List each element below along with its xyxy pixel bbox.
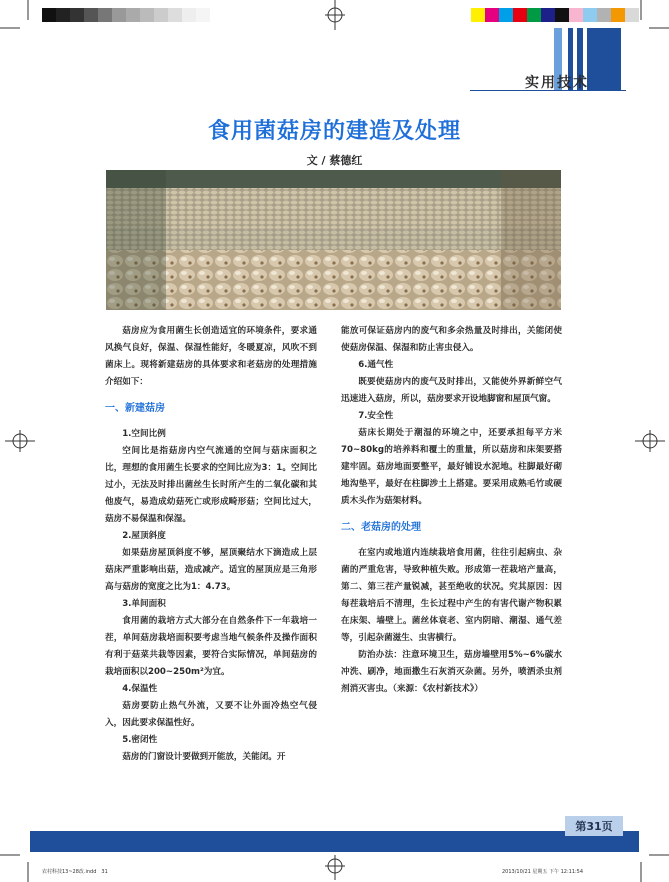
subheading: 4.保温性 xyxy=(122,684,158,694)
paragraph: 如果菇房屋顶斜度不够，屋顶聚结水下滴造成上层菇床严重影响出菇，造成减产。适宜的屋顶应是三角形高与菇房的宽度之比为1：4.73。 xyxy=(105,548,317,592)
paragraph: 菇房的门窗设计要做到开能放，关能闭。开 xyxy=(122,752,286,762)
paragraph: 防治办法：注意环境卫生，菇房墙壁用5%~6%碳水冲洗、刷净，地面撒生石灰消灭杂菌。另外，喷洒杀虫剂剂消灭害虫。（来源：《农村新技术》） xyxy=(341,650,562,694)
subheading: 3.单间面积 xyxy=(122,599,166,609)
bottom-band xyxy=(30,831,639,852)
article-title: 食用菌菇房的建造及处理 xyxy=(207,119,461,144)
paragraph: 既要使菇房内的废气及时排出，又能使外界新鲜空气迅速进入菇房，所以，菇房要求开设地脚窗和屋顶气窗。 xyxy=(341,377,562,404)
paragraph: 食用菌的栽培方式大部分在自然条件下一年栽培一茬，单间菇房栽培面积要考虑当地气候条件及操作面积有利于菇菜共栽等因素，要符合实际情况，单间菇房的栽培面积以200~250m²为宜。 xyxy=(105,616,317,677)
paragraph: 菇床长期处于潮湿的环境之中，还要承担每平方米70~80kg的培养料和覆土的重量，所以菇房和床架要搭建牢固。菇房地面要整平，最好铺设水泥地。柱脚最好砌地沟垫平，最好在柱脚涉土上搭建。要采用成熟毛竹或硬质木头作为菇架材料。 xyxy=(341,428,562,506)
article-right-column xyxy=(341,323,562,698)
paragraph: 空间比是指菇房内空气流通的空间与菇床面积之比，理想的食用菌生长要求的空间比应为3：1。空间比过小，无法及时排出菌丝生长时所产生的二氧化碳和其他废气，易造成幼菇死亡或形成畸形菇；空间比过大，菇房不易保温和保湿。 xyxy=(105,446,317,524)
header-stripe xyxy=(587,28,621,90)
article-left-column xyxy=(105,323,317,766)
footer-timestamp: 2013/10/21 星期五 下午 12:11:54 xyxy=(502,869,584,875)
mushroom-cultivation-photo xyxy=(106,170,561,310)
subheading: 1.空间比例 xyxy=(122,429,166,439)
paragraph: 菇房要防止热气外流，又要不让外面冷热空气侵入，因此要求保温性好。 xyxy=(105,701,317,728)
footer-file-info: 农村科技13~28改.indd 31 xyxy=(42,869,108,875)
subheading: 6.通气性 xyxy=(358,360,394,370)
section-heading: 二、老菇房的处理 xyxy=(341,522,421,533)
page-number: 第31页 xyxy=(565,816,623,836)
paragraph: 能放可保证菇房内的废气和多余热量及时排出，关能闭使使菇房保温、保湿和防止害虫侵入。 xyxy=(341,326,562,353)
subheading: 7.安全性 xyxy=(358,411,394,421)
subheading: 5.密闭性 xyxy=(122,735,158,745)
paragraph: 在室内或地道内连续栽培食用菌，往往引起病虫、杂菌的严重危害，导致种植失败。形成第一茬栽培产量高，第二、第三茬产量锐减，甚至绝收的状况。究其原因：因每茬栽培后不清理，生长过程中产生的有害代谢产物积累在床架、墙壁上。菌丝体衰老、室内阴暗、潮湿、通气差等，引起杂菌滋生、虫害横行。 xyxy=(341,548,562,643)
subheading: 2.屋顶斜度 xyxy=(122,531,166,541)
section-heading: 一、新建菇房 xyxy=(105,403,165,414)
paragraph: 菇房应为食用菌生长创造适宜的环境条件，要求通风换气良好，保温、保湿性能好，冬暖夏凉，风吹不到菌床上。现将新建菇房的具体要求和老菇房的处理措施介绍如下： xyxy=(105,326,317,387)
section-tag: 实用技术 xyxy=(525,75,589,91)
byline: 文 / 蔡德红 xyxy=(306,154,363,167)
